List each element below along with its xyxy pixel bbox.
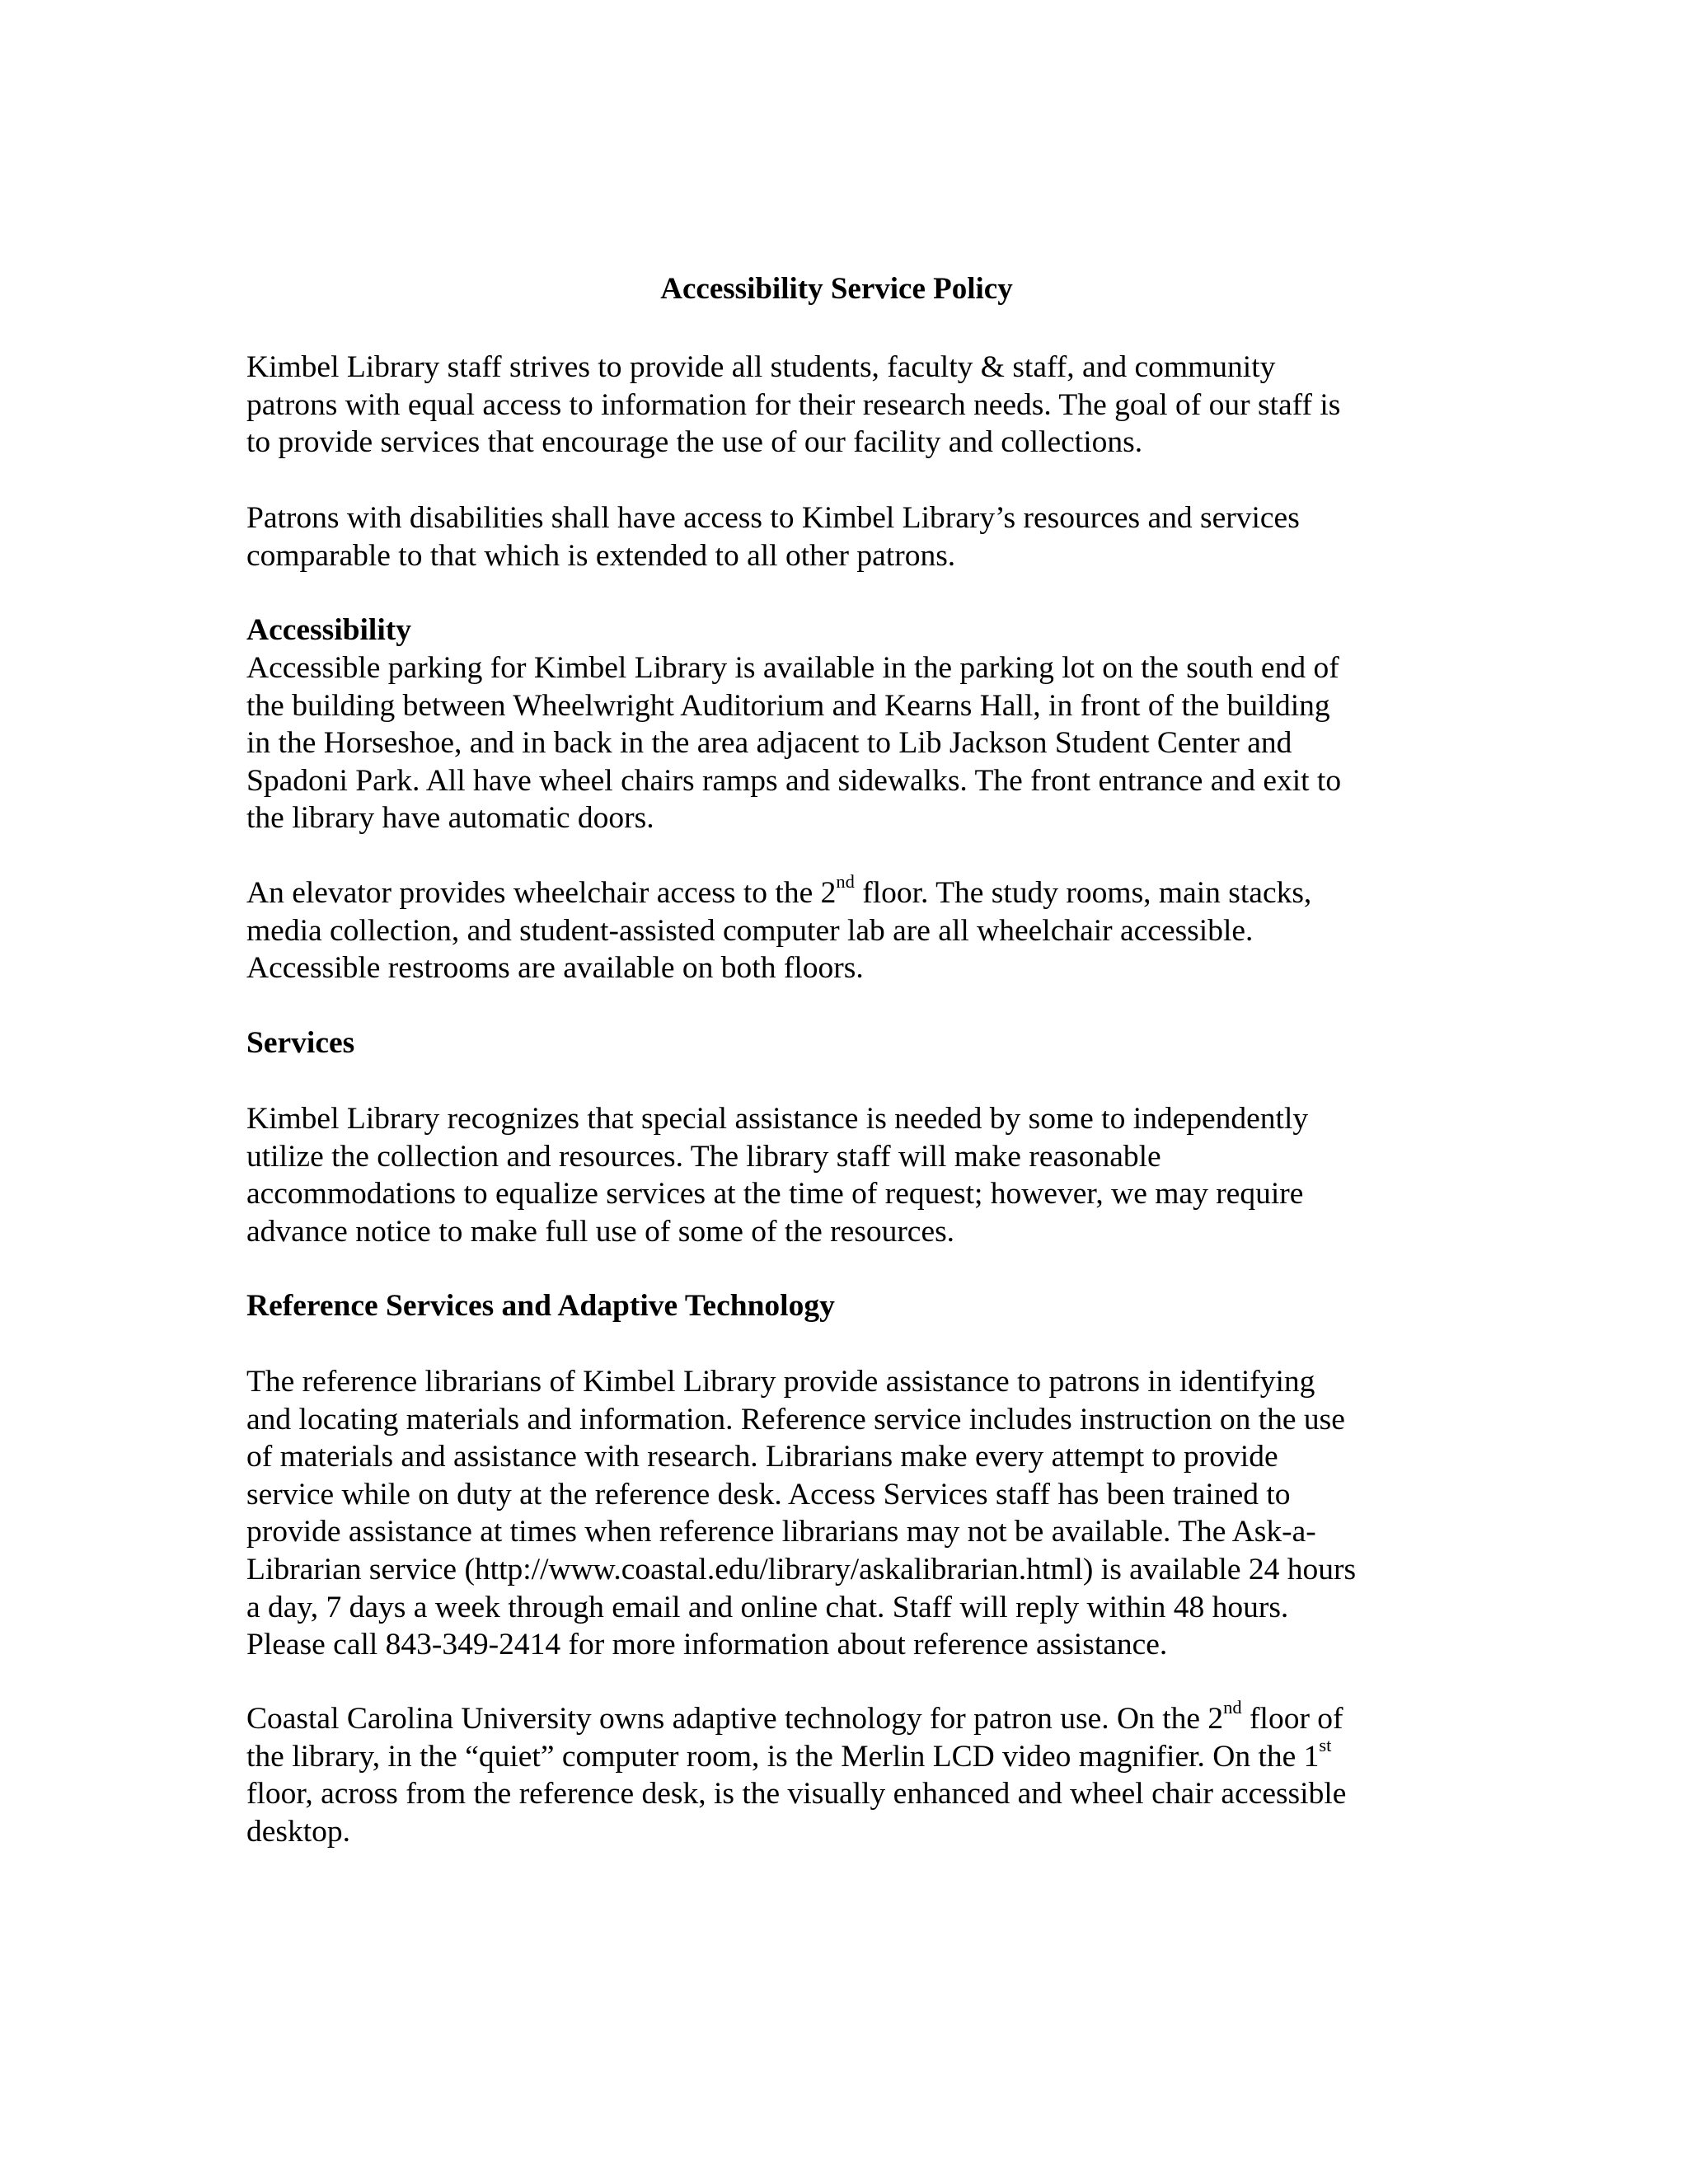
text-line: advance notice to make full use of some of the resources. (246, 1214, 955, 1249)
text-line: Accessible parking for Kimbel Library is available in the parking lot on the south end of (246, 651, 1339, 685)
reference-paragraph-2 (246, 1697, 1347, 1850)
text-line: Librarian service (http://www.coastal.edu/library/askalibrarian.html) is available 24 hours (246, 1552, 1357, 1586)
text-line: comparable to that which is extended to all other patrons. (246, 538, 956, 573)
superscript: st (1319, 1734, 1332, 1755)
intro-paragraph-1 (246, 349, 1340, 462)
text-line: provide assistance at times when reference librarians may not be available. The Ask-a- (246, 1515, 1316, 1549)
text-line: Please call 843-349-2414 for more information about reference assistance. (246, 1628, 1168, 1662)
text-line: patrons with equal access to information for their research needs. The goal of our staff is (246, 387, 1341, 422)
text-line: Kimbel Library recognizes that special assistance is needed by some to independently (246, 1102, 1309, 1136)
intro-paragraph-2 (246, 499, 1300, 574)
text-line (246, 871, 1312, 912)
text-line: floor, across from the reference desk, is the visually enhanced and wheel chair accessible (246, 1777, 1347, 1811)
text-line: and locating materials and information. Reference service includes instruction on the use (246, 1402, 1345, 1436)
text-line: Spadoni Park. All have wheel chairs ramps and sidewalks. The front entrance and exit to (246, 763, 1342, 798)
text-run: An elevator provides wheelchair access to the 2 (246, 876, 837, 910)
text-run: Coastal Carolina University owns adaptive technology for patron use. On the 2 (246, 1702, 1224, 1736)
text-line: Kimbel Library staff strives to provide all students, faculty & staff, and community (246, 350, 1276, 384)
text-line: desktop. (246, 1814, 351, 1849)
section-heading-accessibility: Accessibility (246, 613, 411, 647)
text-line: accommodations to equalize services at the time of request; however, we may require (246, 1177, 1304, 1212)
services-paragraph (246, 1100, 1308, 1250)
text-line: of materials and assistance with research. Librarians make every attempt to provide (246, 1440, 1278, 1474)
accessibility-paragraph-1 (246, 649, 1341, 837)
section-heading-services: Services (246, 1026, 355, 1060)
page-title: Accessibility Service Policy (660, 272, 1013, 306)
text-line: the library have automatic doors. (246, 801, 654, 836)
accessibility-paragraph-2 (246, 871, 1312, 987)
text-line: Accessible restrooms are available on both floors. (246, 951, 864, 986)
section-heading-reference: Reference Services and Adaptive Technology (246, 1289, 835, 1323)
text-line (246, 1734, 1346, 1776)
text-run: floor of (1241, 1702, 1343, 1736)
reference-paragraph-1 (246, 1363, 1356, 1664)
text-run: the library, in the “quiet” computer room, is the Merlin LCD video magnifier. On the 1 (246, 1739, 1320, 1774)
text-line: media collection, and student-assisted computer lab are all wheelchair accessible. (246, 913, 1254, 948)
text-line (246, 1697, 1346, 1738)
text-line: Patrons with disabilities shall have access to Kimbel Library’s resources and services (246, 501, 1300, 535)
text-line: the building between Wheelwright Auditorium and Kearns Hall, in front of the building (246, 688, 1330, 723)
superscript: nd (1223, 1697, 1242, 1718)
text-line: a day, 7 days a week through email and online chat. Staff will reply within 48 hours. (246, 1590, 1289, 1624)
text-line: service while on duty at the reference desk. Access Services staff has been trained to (246, 1477, 1291, 1511)
text-line: to provide services that encourage the use of our facility and collections. (246, 425, 1143, 460)
text-line: utilize the collection and resources. The library staff will make reasonable (246, 1139, 1161, 1174)
text-line: in the Horseshoe, and in back in the area adjacent to Lib Jackson Student Center and (246, 726, 1292, 761)
text-line: The reference librarians of Kimbel Library provide assistance to patrons in identifying (246, 1365, 1315, 1399)
superscript: nd (836, 871, 855, 892)
text-run: floor. The study rooms, main stacks, (854, 876, 1312, 910)
